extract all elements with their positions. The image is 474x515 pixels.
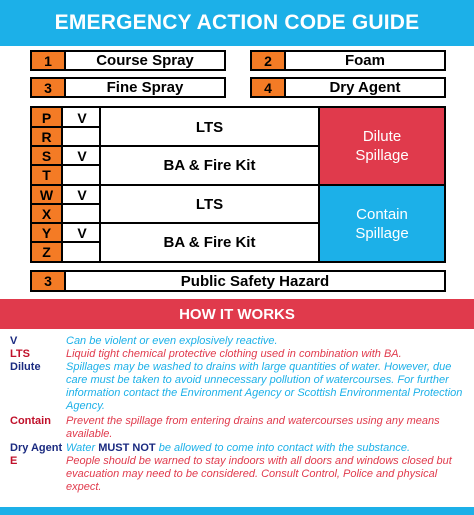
- code-number: 3: [32, 79, 66, 96]
- contain-line2: Spillage: [355, 224, 409, 242]
- code-box-3: [30, 77, 226, 98]
- header-bar: [0, 0, 474, 46]
- letter-y: Y: [41, 224, 52, 241]
- dilute-spillage-cell: [320, 108, 444, 184]
- code-number: 2: [252, 52, 286, 69]
- letter-r: R: [41, 128, 52, 145]
- code-box-4: [250, 77, 446, 98]
- violent-mark: V: [77, 109, 87, 126]
- letter-z: Z: [42, 243, 51, 260]
- definition-term: V: [10, 335, 18, 347]
- definition-text: [66, 442, 466, 455]
- definition-text: Spillages may be washed to drains with large quantities of water. However, due care must be taken to avoid unnecessary pollution of watercourses. For further information contact the Environment Agency or Scottish Environmental Protection Agency.: [66, 361, 463, 412]
- code-label: Foam: [344, 52, 385, 69]
- letter-p: P: [41, 109, 52, 126]
- code-box-2: [250, 50, 446, 71]
- hazard-label: Public Safety Hazard: [180, 272, 330, 290]
- code-label: Dry Agent: [329, 79, 401, 96]
- dry-agent-emphasis: MUST NOT: [98, 442, 156, 454]
- action-code-grid: [30, 106, 446, 263]
- violent-mark: V: [77, 224, 87, 241]
- protection-cell: BA & Fire Kit: [163, 233, 256, 251]
- definition-text: People should be warned to stay indoors with all doors and windows closed but evacuation may need to be considered. Consult Control, Police and physical expect.: [66, 455, 452, 493]
- contain-spillage-cell: [320, 186, 444, 261]
- code-label: Fine Spray: [106, 79, 184, 96]
- definition-term: LTS: [10, 348, 30, 360]
- definition-text: Liquid tight chemical protective clothing used in combination with BA.: [66, 348, 402, 360]
- letter-x: X: [41, 205, 52, 222]
- definition-text: Can be violent or even explosively reactive.: [66, 335, 278, 347]
- violent-mark: V: [77, 186, 87, 203]
- definition-term: Contain: [10, 415, 51, 427]
- dilute-line2: Spillage: [355, 147, 409, 164]
- public-safety-hazard-box: [30, 270, 446, 292]
- definition-text: Prevent the spillage from entering drains and watercourses using any means available.: [66, 415, 440, 440]
- definition-term: Dry Agent: [10, 442, 63, 454]
- letter-t: T: [42, 166, 51, 183]
- hazard-number: 3: [32, 272, 66, 290]
- contain-line1: Contain: [356, 205, 408, 223]
- definition-term: E: [10, 455, 18, 467]
- dry-agent-text-before: Water: [66, 442, 99, 454]
- protection-cell: LTS: [195, 118, 224, 136]
- code-box-1: [30, 50, 226, 71]
- code-number: 4: [252, 79, 286, 96]
- protection-cell: LTS: [195, 195, 224, 213]
- page-title: EMERGENCY ACTION CODE GUIDE: [54, 11, 420, 34]
- protection-cell: BA & Fire Kit: [163, 156, 256, 174]
- definition-term: Dilute: [10, 361, 41, 373]
- dry-agent-text-after: be allowed to come into contact with the substance.: [155, 442, 411, 454]
- letter-s: S: [41, 147, 52, 164]
- code-number: 1: [32, 52, 66, 69]
- footer-bar: [0, 507, 474, 515]
- how-it-works-bar: [0, 299, 474, 329]
- violent-mark: V: [77, 147, 87, 164]
- letter-w: W: [39, 186, 54, 203]
- dilute-line1: Dilute: [362, 128, 402, 145]
- how-it-works-heading: HOW IT WORKS: [179, 305, 295, 323]
- code-label: Course Spray: [96, 52, 194, 69]
